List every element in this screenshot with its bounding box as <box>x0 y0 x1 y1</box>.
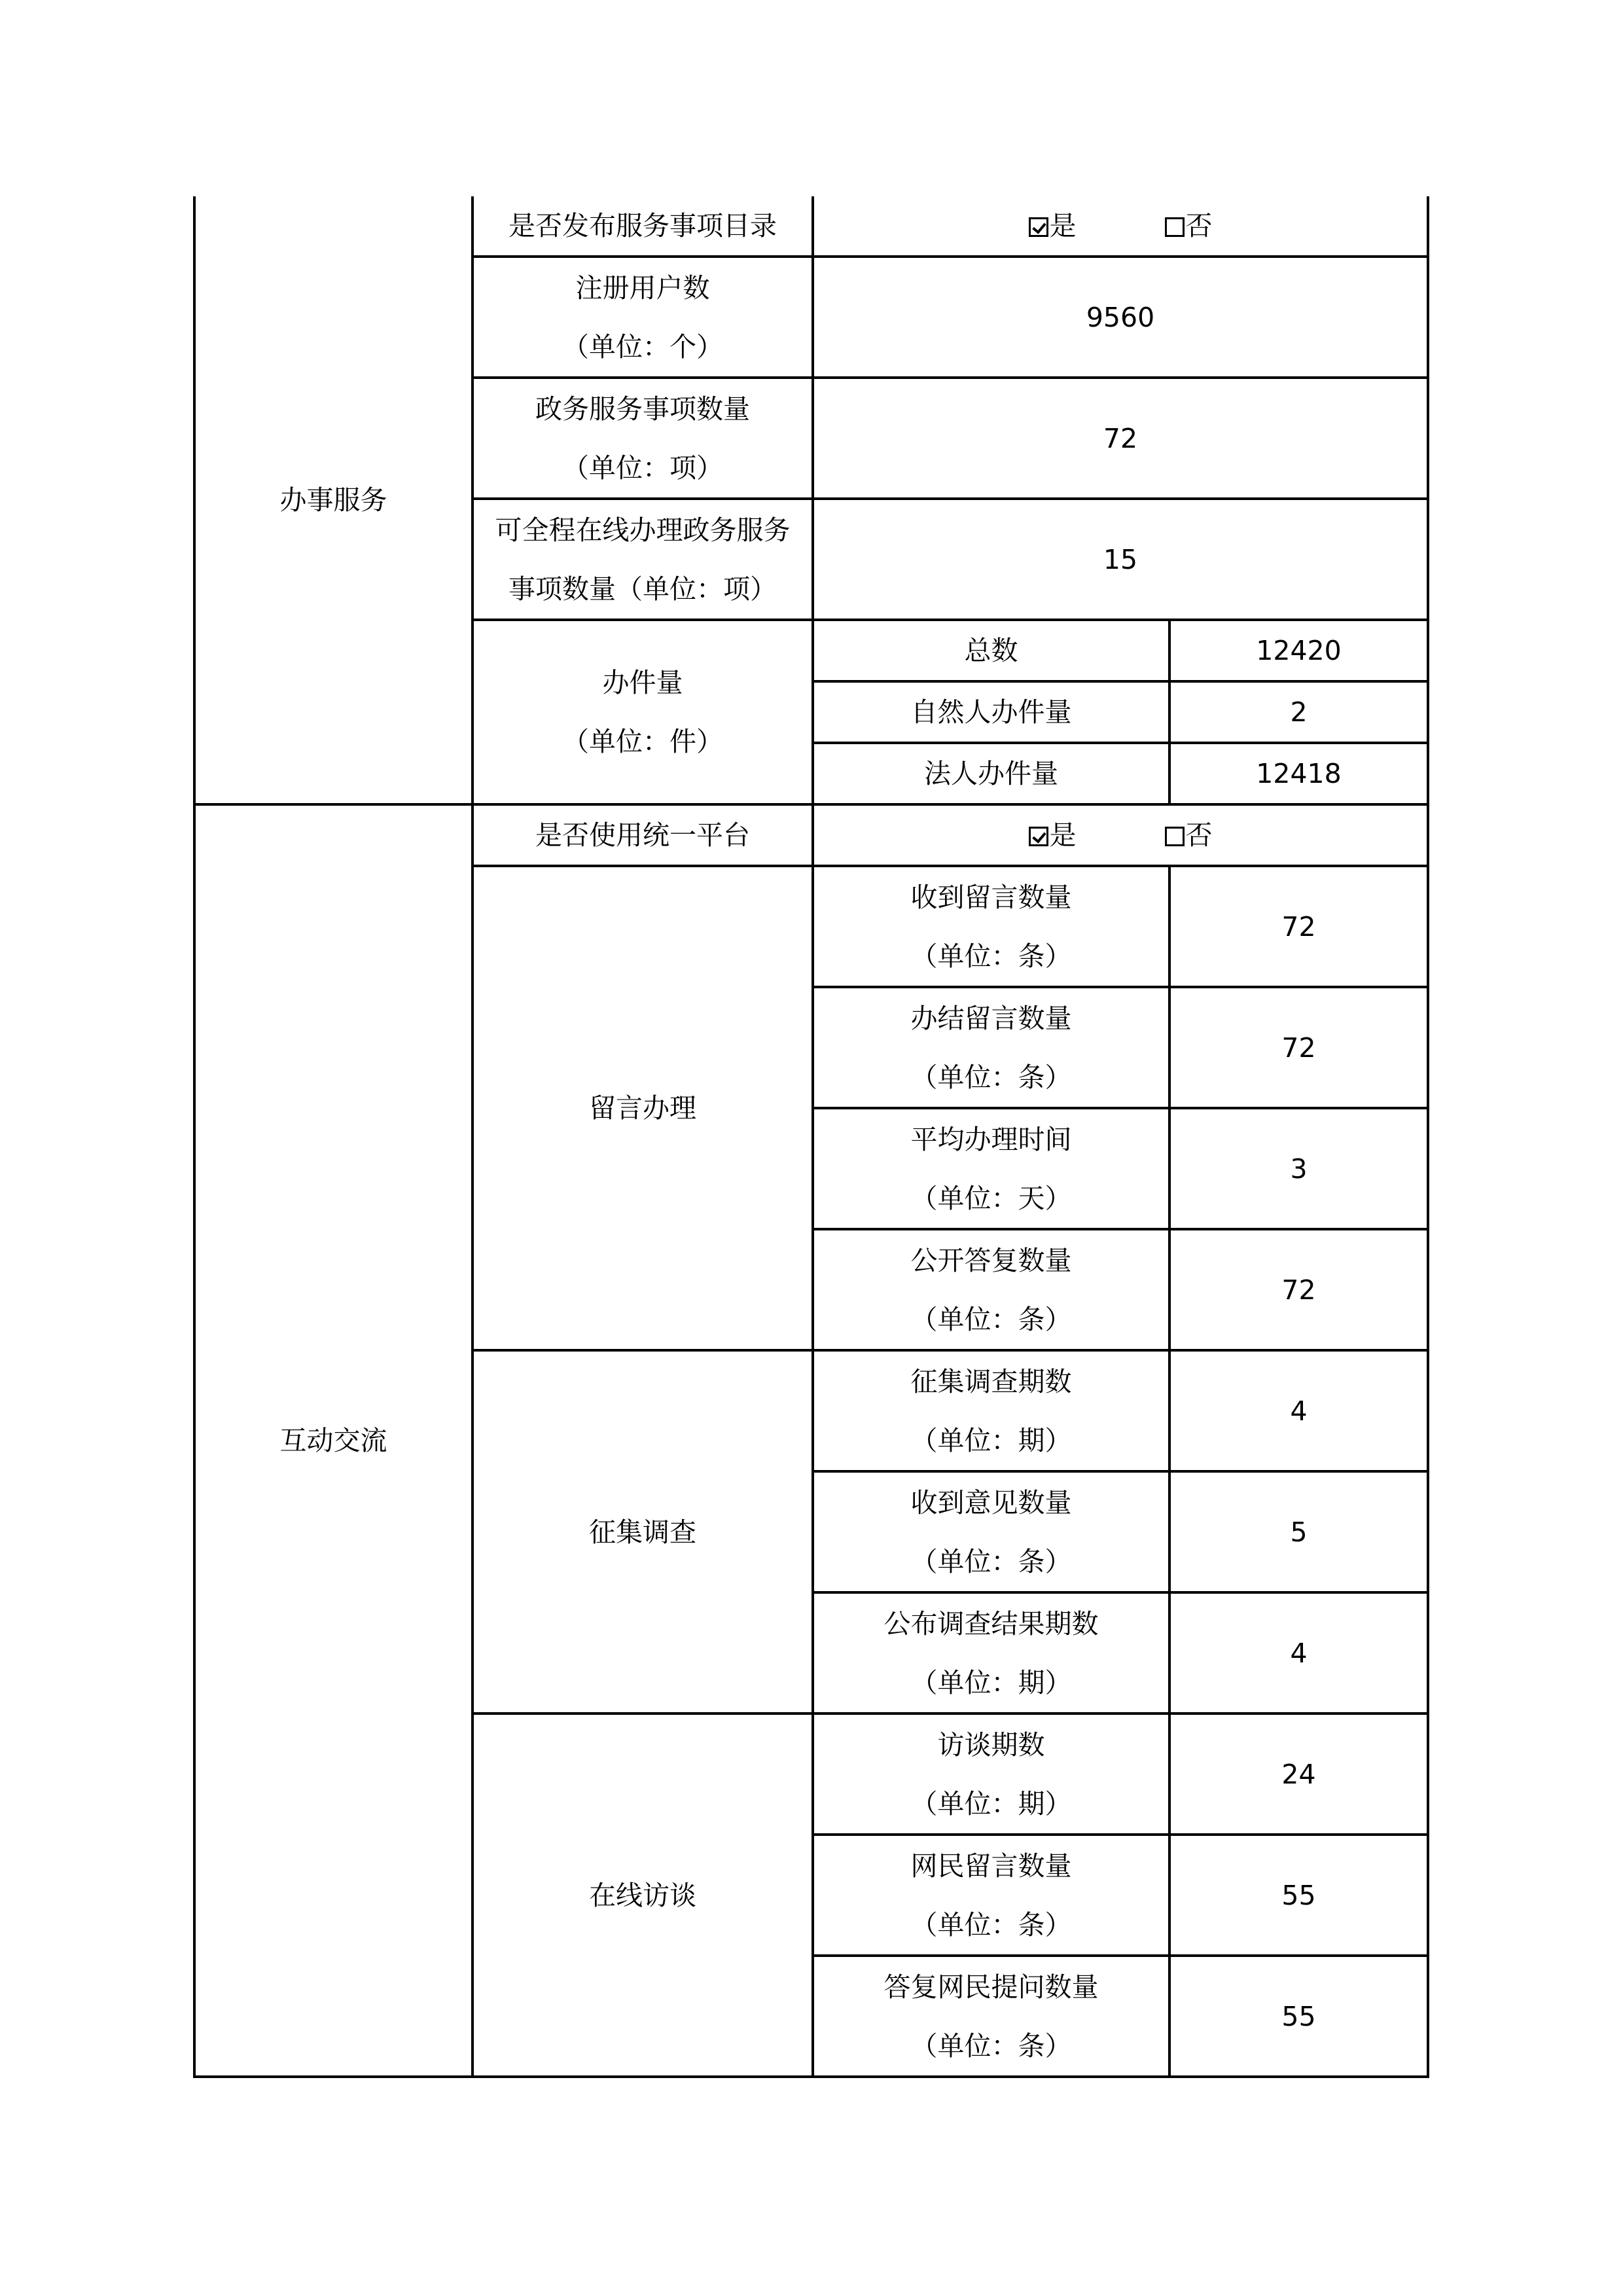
table-row <box>194 196 1428 257</box>
no-option: 否 <box>1185 819 1213 851</box>
interviews-periods-value: 24 <box>1169 1713 1428 1835</box>
messages-closed-label: 办结留言数量 （单位：条） <box>813 987 1169 1108</box>
unchecked-box-icon[interactable] <box>1165 827 1185 846</box>
yes-option: 是 <box>1049 819 1077 851</box>
yes-option: 是 <box>1049 210 1077 242</box>
items-value: 72 <box>813 378 1428 499</box>
section-label-office: 办事服务 <box>194 196 473 804</box>
surveys-periods-value: 4 <box>1169 1350 1428 1471</box>
cases-natural-label: 自然人办件量 <box>813 681 1169 743</box>
users-label: 注册用户数 （单位：个） <box>473 257 813 378</box>
table-row <box>194 804 1428 866</box>
directory-label: 是否发布服务事项目录 <box>473 196 813 257</box>
online-label: 可全程在线办理政务服务 事项数量（单位：项） <box>473 499 813 620</box>
interviews-replies-label: 答复网民提问数量 （单位：条） <box>813 1956 1169 2077</box>
platform-choice <box>813 804 1428 866</box>
surveys-opinions-label: 收到意见数量 （单位：条） <box>813 1471 1169 1592</box>
surveys-results-label: 公布调查结果期数 （单位：期） <box>813 1592 1169 1713</box>
cases-total-label: 总数 <box>813 620 1169 681</box>
surveys-opinions-value: 5 <box>1169 1471 1428 1592</box>
cases-legal-value: 12418 <box>1169 743 1428 804</box>
messages-label: 留言办理 <box>473 866 813 1350</box>
messages-public-label: 公开答复数量 （单位：条） <box>813 1229 1169 1350</box>
checked-box-icon[interactable] <box>1029 217 1048 237</box>
messages-received-label: 收到留言数量 （单位：条） <box>813 866 1169 987</box>
surveys-periods-label: 征集调查期数 （单位：期） <box>813 1350 1169 1471</box>
surveys-label: 征集调查 <box>473 1350 813 1713</box>
cases-label: 办件量 （单位：件） <box>473 620 813 804</box>
interviews-replies-value: 55 <box>1169 1956 1428 2077</box>
interviews-messages-value: 55 <box>1169 1835 1428 1956</box>
no-option: 否 <box>1185 210 1213 242</box>
cases-natural-value: 2 <box>1169 681 1428 743</box>
messages-closed-value: 72 <box>1169 987 1428 1108</box>
statistics-table <box>193 196 1429 2078</box>
messages-received-value: 72 <box>1169 866 1428 987</box>
online-value: 15 <box>813 499 1428 620</box>
surveys-results-value: 4 <box>1169 1592 1428 1713</box>
interviews-periods-label: 访谈期数 （单位：期） <box>813 1713 1169 1835</box>
interviews-messages-label: 网民留言数量 （单位：条） <box>813 1835 1169 1956</box>
cases-total-value: 12420 <box>1169 620 1428 681</box>
directory-choice <box>813 196 1428 257</box>
section-label-interaction: 互动交流 <box>194 804 473 2077</box>
cases-legal-label: 法人办件量 <box>813 743 1169 804</box>
messages-public-value: 72 <box>1169 1229 1428 1350</box>
unchecked-box-icon[interactable] <box>1165 217 1185 237</box>
users-value: 9560 <box>813 257 1428 378</box>
interviews-label: 在线访谈 <box>473 1713 813 2077</box>
platform-label: 是否使用统一平台 <box>473 804 813 866</box>
checked-box-icon[interactable] <box>1029 827 1048 846</box>
messages-avg-time-label: 平均办理时间 （单位：天） <box>813 1108 1169 1229</box>
items-label: 政务服务事项数量 （单位：项） <box>473 378 813 499</box>
messages-avg-time-value: 3 <box>1169 1108 1428 1229</box>
